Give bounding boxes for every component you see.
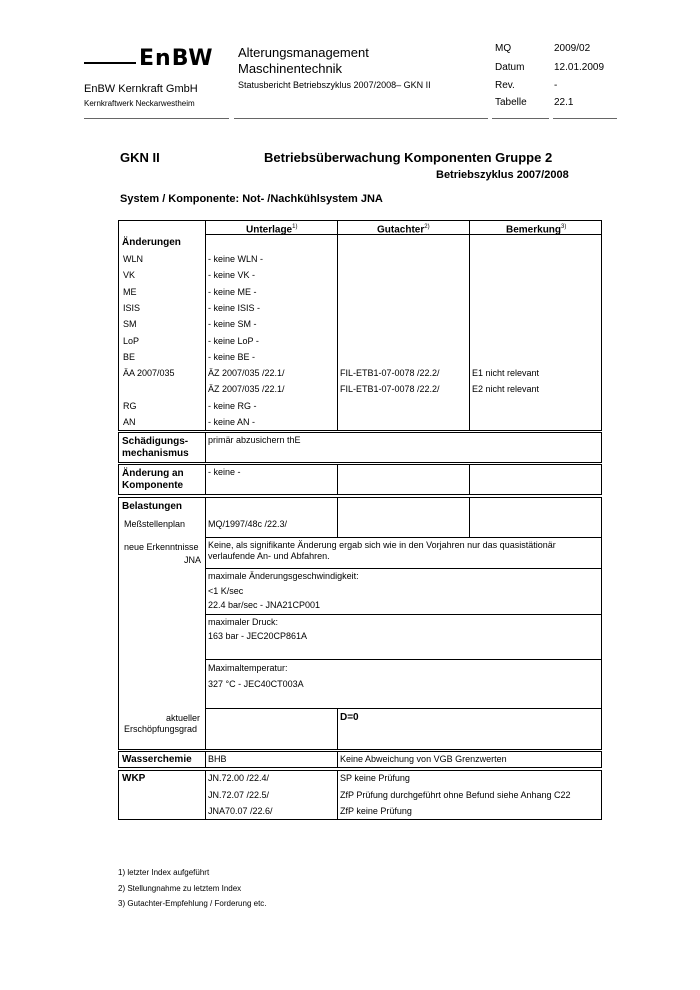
footnote-3: 3) Gutachter-Empfehlung / Forderung etc. [118, 899, 267, 908]
col-divider [205, 770, 206, 820]
wkp-value: ZfP keine Prüfung [340, 806, 412, 816]
erschoepfung-label-1: aktueller [166, 713, 201, 723]
wkp-unterlage: JNA70.07 /22.6/ [208, 806, 273, 816]
row-divider [205, 568, 601, 569]
aenderungen-gutachter: FIL-ETB1-07-0078 /22.2/ [340, 384, 440, 394]
col-header-gutachter: Gutachter$^{2)}$ [377, 224, 430, 236]
temp-title: Maximaltemperatur: [208, 663, 288, 673]
row-divider [205, 659, 601, 660]
meta-label-rev: Rev. [495, 80, 515, 91]
erkenntnisse-text-1: Keine, als signifikante Änderung ergab sich wie in den Vorjahren nur das quasistätionär [208, 540, 556, 550]
schaedigung-title-1: Schädigungs- [122, 436, 189, 447]
aenderungen-unterlage: ÄZ 2007/035 /22.1/ [208, 368, 285, 378]
aenderungen-unterlage: - keine SM - [208, 319, 257, 329]
header-rule-2 [234, 118, 488, 119]
meta-label-datum: Datum [495, 62, 525, 73]
wasserchemie-unterlage: BHB [208, 754, 227, 764]
header-title-2: Maschinentechnik [238, 61, 343, 76]
aenderungen-label: AN [123, 417, 136, 427]
aenderungen-label: ME [123, 287, 137, 297]
header-title-1: Alterungsmanagement [238, 45, 369, 60]
messstellen-label: Meßstellenplan [124, 519, 186, 529]
footnote-1: 1) letzter Index aufgeführt [118, 868, 210, 877]
erkenntnisse-text-2: verlaufende An- und Abfahren. [208, 551, 330, 561]
aenderungen-unterlage: ÄZ 2007/035 /22.1/ [208, 384, 285, 394]
aenderungen-unterlage: - keine BE - [208, 352, 256, 362]
wkp-title: WKP [122, 773, 146, 784]
col-divider [337, 770, 338, 820]
aenderungen-unterlage: - keine LoP - [208, 336, 259, 346]
aenderungen-unterlage: - keine RG - [208, 401, 257, 411]
row-divider [205, 614, 601, 615]
druck-title: maximaler Druck: [208, 617, 279, 627]
aenderungen-unterlage: - keine ISIS - [208, 303, 261, 313]
aenderungsgeschw-value-1: <1 K/sec [208, 586, 244, 596]
col-divider [337, 464, 338, 495]
system-heading: System / Komponente: Not- /Nachkühlsystem JNA [120, 193, 383, 205]
col-divider [205, 464, 206, 495]
aenderungen-unterlage: - keine WLN - [208, 254, 264, 264]
wkp-unterlage: JN.72.07 /22.5/ [208, 790, 270, 800]
aenderungen-label: LoP [123, 336, 140, 346]
aenderungen-label: BE [123, 352, 136, 362]
erkenntnisse-label-1: neue Erkenntnisse [124, 542, 199, 552]
wasserchemie-value: Keine Abweichung von VGB Grenzwerten [340, 754, 507, 764]
wkp-unterlage: JN.72.00 /22.4/ [208, 773, 270, 783]
schaedigung-value: primär abzusichern thE [208, 435, 301, 445]
aenderung-komponente-title-2: Komponente [122, 480, 184, 491]
header-rule-4 [553, 118, 617, 119]
aenderungen-unterlage: - keine AN - [208, 417, 256, 427]
footnote-2: 2) Stellungnahme zu letztem Index [118, 884, 242, 893]
temp-value: 327 °C - JEC40CT003A [208, 679, 304, 689]
schaedigung-title-2: mechanismus [122, 448, 189, 459]
header-rule-1 [84, 118, 229, 119]
logo-bar [84, 62, 136, 64]
aenderungen-bemerkung: E2 nicht relevant [472, 384, 540, 394]
plant-name: Kernkraftwerk Neckarwestheim [84, 99, 195, 108]
meta-value-tabelle: 22.1 [554, 97, 574, 108]
aenderungsgeschw-value-2: 22.4 bar/sec - JNA21CP001 [208, 600, 321, 610]
aenderungen-label: SM [123, 319, 137, 329]
aenderung-komponente-title-1: Änderung an [122, 468, 184, 479]
col-divider [337, 708, 338, 750]
aenderungen-unterlage: - keine ME - [208, 287, 257, 297]
erkenntnisse-label-2: JNA [184, 555, 202, 565]
col-divider [205, 220, 206, 431]
aenderungen-unterlage: - keine VK - [208, 270, 256, 280]
wkp-value: ZfP Prüfung durchgeführt ohne Befund siehe Anhang C22 [340, 790, 571, 800]
meta-label-tabelle: Tabelle [495, 97, 527, 108]
wkp-value: SP keine Prüfung [340, 773, 410, 783]
aenderungen-label: WLN [123, 254, 143, 264]
col-divider [337, 220, 338, 431]
wasserchemie-title: Wasserchemie [122, 754, 192, 765]
row-divider [205, 537, 601, 538]
col-divider [205, 497, 206, 750]
aenderungen-gutachter: FIL-ETB1-07-0078 /22.2/ [340, 368, 440, 378]
aenderungen-label: VK [123, 270, 136, 280]
meta-value-datum: 12.01.2009 [554, 62, 605, 73]
col-divider [469, 220, 470, 431]
aenderungen-bemerkung: E1 nicht relevant [472, 368, 540, 378]
aenderungen-title: Änderungen [122, 237, 181, 248]
col-header-unterlage: Unterlage$^{1)}$ [246, 224, 298, 236]
row-divider [205, 708, 601, 709]
aenderung-komponente-value: - keine - [208, 467, 241, 477]
schaedigung-block [118, 432, 602, 463]
header-title-3: Statusbericht Betriebszyklus 2007/2008– GKN II [238, 80, 431, 90]
company-name: EnBW Kernkraft GmbH [84, 83, 198, 95]
meta-value-mq: 2009/02 [554, 43, 591, 54]
col-divider [337, 497, 338, 537]
messstellen-value: MQ/1997/48c /22.3/ [208, 519, 288, 529]
col-divider [205, 432, 206, 463]
enbw-logo: EnBW [139, 46, 214, 71]
aenderungen-label: RG [123, 401, 137, 411]
col-divider [469, 464, 470, 495]
section-heading: Betriebsüberwachung Komponenten Gruppe 2 [264, 150, 553, 165]
col-divider [469, 497, 470, 537]
aenderungen-block [118, 220, 602, 431]
col-divider [337, 751, 338, 768]
aenderungen-label: ISIS [123, 303, 141, 313]
meta-label-mq: MQ [495, 43, 512, 54]
unit-label: GKN II [120, 150, 160, 165]
aenderungsgeschw-title: maximale Änderungsgeschwindigkeit: [208, 571, 359, 581]
col-header-bemerkung: Bemerkung$^{3)}$ [506, 224, 567, 236]
col-divider [205, 751, 206, 768]
aenderungen-label: ÄA 2007/035 [123, 368, 175, 378]
erschoepfung-value: D=0 [340, 712, 359, 723]
header-rule-3 [492, 118, 549, 119]
erschoepfung-label-2: Erschöpfungsgrad [124, 724, 198, 734]
meta-value-rev: - [554, 80, 558, 91]
aenderung-komponente-block [118, 464, 602, 495]
belastungen-title: Belastungen [122, 501, 183, 512]
druck-value: 163 bar - JEC20CP861A [208, 631, 308, 641]
section-subheading: Betriebszyklus 2007/2008 [436, 169, 569, 181]
